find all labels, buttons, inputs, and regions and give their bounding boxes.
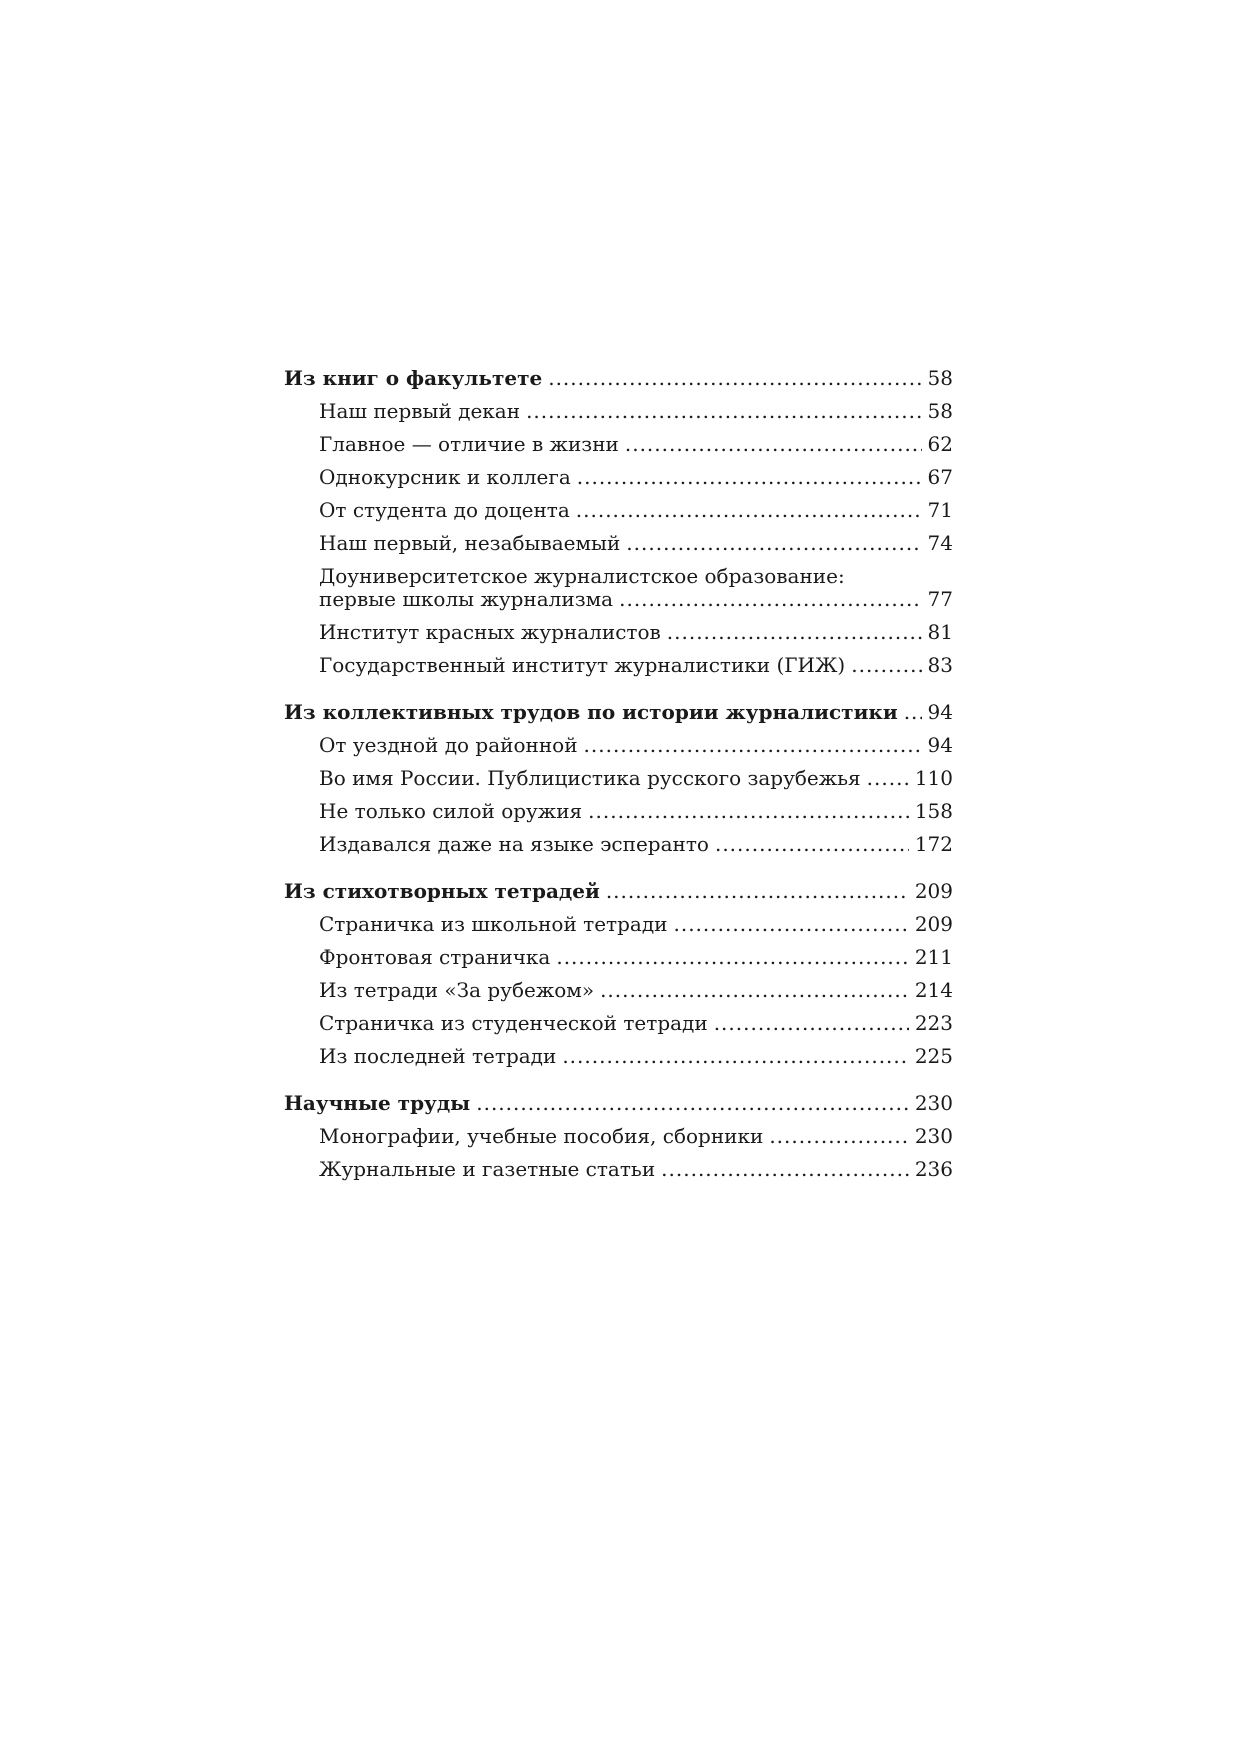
toc-page-number: 74 xyxy=(927,531,953,555)
toc-section-heading[interactable] xyxy=(284,1093,953,1113)
toc-page-number: 62 xyxy=(927,432,953,456)
toc-entry[interactable] xyxy=(284,533,953,553)
toc-entry-title-line2: первые школы журнализма xyxy=(319,587,614,611)
toc-entry[interactable] xyxy=(284,1126,953,1146)
toc-page-number: 94 xyxy=(927,733,953,757)
toc-entry[interactable] xyxy=(284,914,953,934)
toc-section-title: Из книг о факультете xyxy=(284,366,543,390)
toc-page-number: 158 xyxy=(914,799,953,823)
toc-section-heading[interactable] xyxy=(284,881,953,901)
toc-page-number: 236 xyxy=(914,1157,953,1181)
dot-leader xyxy=(715,834,909,854)
toc-page-number: 223 xyxy=(914,1011,953,1035)
dot-leader xyxy=(476,1093,909,1113)
toc-page-number: 58 xyxy=(927,366,953,390)
toc-entry[interactable] xyxy=(284,768,953,788)
toc-entry[interactable] xyxy=(284,735,953,755)
toc-entry[interactable] xyxy=(284,980,953,1000)
toc-page-number: 211 xyxy=(914,945,953,969)
toc-entry[interactable] xyxy=(284,655,953,675)
dot-leader xyxy=(625,434,922,454)
dot-leader xyxy=(548,368,921,388)
toc-entry[interactable] xyxy=(284,401,953,421)
toc-page-number: 209 xyxy=(914,879,953,903)
dot-leader xyxy=(661,1159,909,1179)
dot-leader xyxy=(904,702,922,722)
toc-section-title: Из коллективных трудов по истории журналистики xyxy=(284,700,898,724)
toc-entry-title: Наш первый декан xyxy=(319,399,521,423)
toc-entry[interactable] xyxy=(284,1046,953,1066)
dot-leader xyxy=(619,589,921,609)
toc-section-title: Научные труды xyxy=(284,1091,471,1115)
dot-leader xyxy=(626,533,921,553)
toc-section-title: Из стихотворных тетрадей xyxy=(284,879,600,903)
toc-entry-title: Институт красных журналистов xyxy=(319,620,661,644)
dot-leader xyxy=(667,622,922,642)
toc-entry-title: Фронтовая страничка xyxy=(319,945,551,969)
toc-page-number: 77 xyxy=(927,587,953,611)
dot-leader xyxy=(851,655,921,675)
toc-page-number: 209 xyxy=(914,912,953,936)
dot-leader xyxy=(556,947,908,967)
toc-entry[interactable] xyxy=(284,622,953,642)
dot-leader xyxy=(576,500,922,520)
toc-section xyxy=(284,368,953,675)
dot-leader xyxy=(867,768,909,788)
toc-entry-title-line1: Доуниверситетское журналистское образование: xyxy=(319,564,845,588)
toc-entry-title: Из тетради «За рубежом» xyxy=(319,978,595,1002)
dot-leader xyxy=(577,467,922,487)
toc-entry-title: Государственный институт журналистики (ГИЖ) xyxy=(319,653,846,677)
toc-page-number: 225 xyxy=(914,1044,953,1068)
toc-entry[interactable] xyxy=(284,947,953,967)
toc-entry[interactable] xyxy=(284,467,953,487)
toc-page-number: 110 xyxy=(914,766,953,790)
dot-leader xyxy=(562,1046,908,1066)
dot-leader xyxy=(769,1126,908,1146)
toc-page-number: 83 xyxy=(927,653,953,677)
toc-entry-title: Не только силой оружия xyxy=(319,799,583,823)
toc-page-number: 230 xyxy=(914,1124,953,1148)
toc-entry-title: Страничка из студенческой тетради xyxy=(319,1011,708,1035)
toc-page-number: 67 xyxy=(927,465,953,489)
toc-section-heading[interactable] xyxy=(284,368,953,388)
toc-page-number: 81 xyxy=(927,620,953,644)
toc-entry-title: Во имя России. Публицистика русского зарубежья xyxy=(319,766,861,790)
toc-entry-title: Монографии, учебные пособия, сборники xyxy=(319,1124,764,1148)
toc-entry[interactable] xyxy=(284,566,953,609)
toc-entry-title: Однокурсник и коллега xyxy=(319,465,571,489)
toc-entry-title: Журнальные и газетные статьи xyxy=(319,1157,656,1181)
toc-entry-title: От студента до доцента xyxy=(319,498,570,522)
toc-section xyxy=(284,702,953,854)
dot-leader xyxy=(673,914,908,934)
toc-entry[interactable] xyxy=(284,1159,953,1179)
toc-entry-title: Главное — отличие в жизни xyxy=(319,432,619,456)
toc-page-number: 58 xyxy=(927,399,953,423)
toc-entry[interactable] xyxy=(284,801,953,821)
toc-page-number: 214 xyxy=(914,978,953,1002)
toc-entry-title: Наш первый, незабываемый xyxy=(319,531,621,555)
toc-entry-title: Из последней тетради xyxy=(319,1044,557,1068)
dot-leader xyxy=(588,801,909,821)
toc-page-number: 230 xyxy=(914,1091,953,1115)
toc-page-number: 71 xyxy=(927,498,953,522)
dot-leader xyxy=(526,401,921,421)
dot-leader xyxy=(606,881,909,901)
toc-section xyxy=(284,881,953,1066)
toc-entry[interactable] xyxy=(284,434,953,454)
toc-entry[interactable] xyxy=(284,500,953,520)
toc-section-heading[interactable] xyxy=(284,702,953,722)
toc-entry-title: Издавался даже на языке эсперанто xyxy=(319,832,709,856)
table-of-contents xyxy=(284,368,953,1206)
toc-entry-title: Страничка из школьной тетради xyxy=(319,912,668,936)
toc-section xyxy=(284,1093,953,1179)
toc-entry-title: От уездной до районной xyxy=(319,733,578,757)
toc-entry[interactable] xyxy=(284,1013,953,1033)
dot-leader xyxy=(584,735,922,755)
toc-page-number: 94 xyxy=(927,700,953,724)
dot-leader xyxy=(714,1013,909,1033)
toc-page-number: 172 xyxy=(914,832,953,856)
dot-leader xyxy=(600,980,909,1000)
toc-entry[interactable] xyxy=(284,834,953,854)
